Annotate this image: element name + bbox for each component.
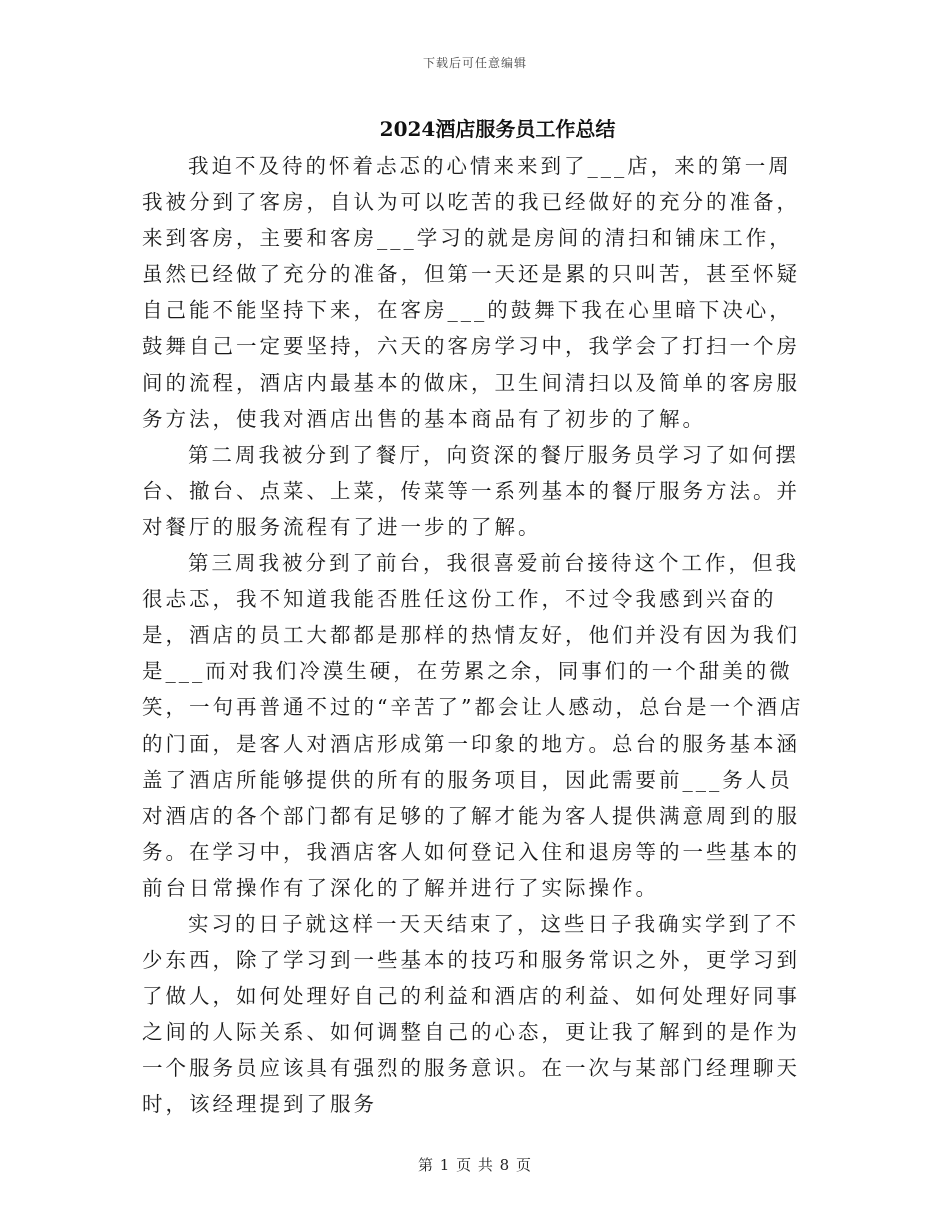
page-number: 第 1 页 共 8 页 <box>418 1156 532 1174</box>
document-body <box>142 148 810 1123</box>
paragraph-2: 第二周我被分到了餐厅，向资深的餐厅服务员学习了如何摆台、撤台、点菜、上菜，传菜等一系列基本的餐厅服务方法。并对餐厅的服务流程有了进一步的了解。 <box>142 442 800 539</box>
document-title: 2024酒店服务员工作总结 <box>379 117 616 141</box>
download-note: 下载后可任意编辑 <box>422 56 527 70</box>
paragraph-3: 第三周我被分到了前台，我很喜爱前台接待这个工作，但我很忐忑，我不知道我能否胜任这份工作，不过令我感到兴奋的是，酒店的员工大都都是那样的热情友好，他们并没有因为我们是___而对我们冷漠生硬，在劳累之余，同事们的一个甜美的微笑，一句再普通不过的“辛苦了”都会让人感动，总台是一个酒店的门面，是客人对酒店形成第一印象的地方。总台的服务基本涵盖了酒店所能够提供的所有的服务项目，因此需要前___务人员对酒店的各个部门都有足够的了解才能为客人提供满意周到的服务。在学习中，我酒店客人如何登记入住和退房等的一些基本的前台日常操作有了深化的了解并进行了实际操作。 <box>142 551 804 900</box>
paragraph-4: 实习的日子就这样一天天结束了，这些日子我确实学到了不少东西，除了学习到一些基本的技巧和服务常识之外，更学习到了做人，如何处理好自己的利益和酒店的利益、如何处理好同事之间的人际关系、如何调整自己的心态，更让我了解到的是作为一个服务员应该具有强烈的服务意识。在一次与某部门经理聊天时，该经理提到了服务 <box>142 911 800 1117</box>
paragraph-1: 我迫不及待的怀着忐忑的心情来来到了___店，来的第一周我被分到了客房，自认为可以吃苦的我已经做好的充分的准备，来到客房，主要和客房___学习的就是房间的清扫和铺床工作，虽然已经做了充分的准备，但第一天还是累的只叫苦，甚至怀疑自己能不能坚持下来，在客房___的鼓舞下我在心里暗下决心，鼓舞自己一定要坚持，六天的客房学习中，我学会了打扫一个房间的流程，酒店内最基本的做床，卫生间清扫以及简单的客房服务方法，使我对酒店出售的基本商品有了初步的了解。 <box>142 154 800 431</box>
